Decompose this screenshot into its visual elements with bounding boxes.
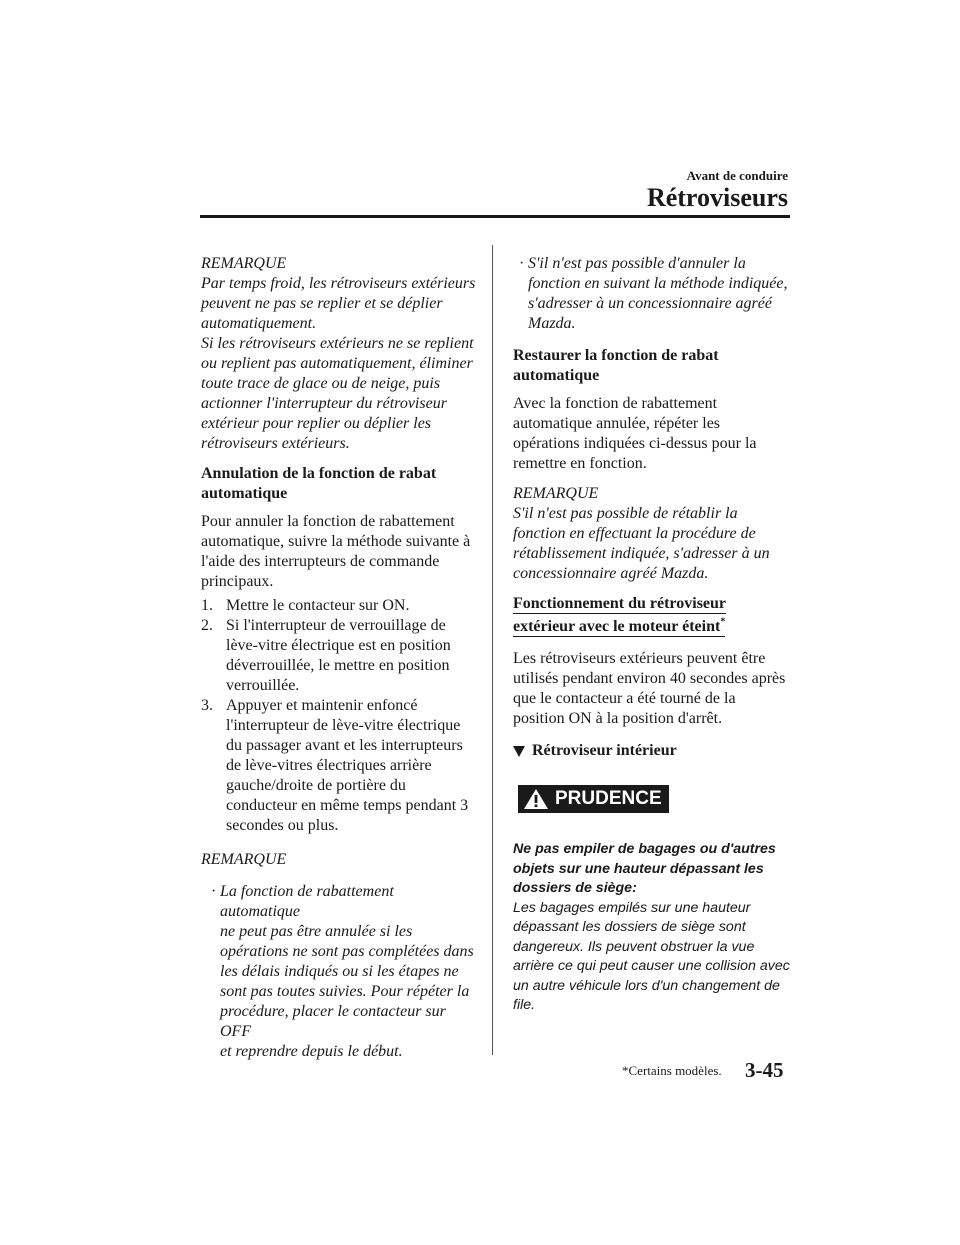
heading-line bbox=[513, 618, 725, 637]
steps-list bbox=[201, 596, 477, 836]
bullet-line: ne peut pas être annulée si les bbox=[220, 923, 413, 940]
heading-line: Restaurer la fonction de rabat bbox=[513, 347, 719, 364]
caution-label: PRUDENCE bbox=[555, 788, 662, 809]
note-line: S'il n'est pas possible de rétablir la bbox=[513, 505, 738, 522]
page-number: 3-45 bbox=[745, 1058, 784, 1082]
note-line: actionner l'interrupteur du rétroviseur bbox=[201, 395, 447, 412]
step-line: verrouillée. bbox=[226, 677, 300, 694]
note-line: peuvent ne pas se replier et se déplier bbox=[201, 295, 443, 312]
heading-restore-folding bbox=[513, 346, 793, 386]
step-line: secondes ou plus. bbox=[226, 817, 339, 834]
paragraph-restore bbox=[513, 394, 793, 474]
note-line: concessionnaire agréé Mazda. bbox=[513, 565, 709, 582]
note-line: rétablissement indiquée, s'adresser à un bbox=[513, 545, 770, 562]
footnote: *Certains modèles. bbox=[622, 1063, 722, 1078]
note-heading: REMARQUE bbox=[201, 851, 287, 868]
bullet-line: Mazda. bbox=[528, 315, 576, 332]
note-line: automatiquement. bbox=[201, 315, 317, 332]
bullet-line: La fonction de rabattement automatique bbox=[220, 883, 394, 920]
column-divider bbox=[492, 245, 493, 1055]
right-column bbox=[513, 254, 793, 1016]
note-bullet bbox=[519, 254, 793, 334]
bullet-line: s'adresser à un concessionnaire agréé bbox=[528, 295, 772, 312]
note-line: toute trace de glace ou de neige, puis bbox=[201, 375, 441, 392]
bullet-line: opérations ne sont pas complétées dans bbox=[220, 943, 474, 960]
bullet-dot: · bbox=[519, 255, 525, 272]
step-number: 2. bbox=[201, 617, 213, 634]
bullet-text bbox=[220, 882, 477, 1062]
paragraph-line: Pour annuler la fonction de rabattement bbox=[201, 513, 455, 530]
paragraph-engine-off bbox=[513, 649, 793, 729]
bullet-text bbox=[528, 254, 793, 334]
step-line: lève-vitre électrique est en position bbox=[226, 637, 451, 654]
caution-text bbox=[513, 840, 793, 1016]
left-column bbox=[201, 254, 477, 1062]
step-line: Si l'interrupteur de verrouillage de bbox=[226, 617, 446, 634]
step-line: gauche/droite de portière du bbox=[226, 777, 406, 794]
step-line: Mettre le contacteur sur ON. bbox=[226, 597, 410, 614]
note-line: extérieur pour replier ou déplier les bbox=[201, 415, 432, 432]
subheading-text: Rétroviseur intérieur bbox=[532, 742, 677, 759]
paragraph-line: opérations indiquées ci-dessus pour la bbox=[513, 435, 757, 452]
note-line: fonction en effectuant la procédure de bbox=[513, 525, 756, 542]
bullet-line: S'il n'est pas possible d'annuler la bbox=[528, 255, 746, 272]
step-text bbox=[226, 696, 477, 836]
note-restore bbox=[513, 484, 793, 584]
note-cold-weather bbox=[201, 254, 477, 454]
heading-line: automatique bbox=[513, 367, 600, 384]
caution-line: arrière ce qui peut causer une collision avec bbox=[513, 958, 790, 974]
note-heading: REMARQUE bbox=[201, 255, 287, 272]
step-text bbox=[226, 596, 477, 616]
step-number: 1. bbox=[201, 597, 213, 614]
step-line: conducteur en même temps pendant 3 bbox=[226, 797, 469, 814]
step-line: déverrouillée, le mettre en position bbox=[226, 657, 450, 674]
bullet-line: procédure, placer le contacteur sur OFF bbox=[220, 1003, 446, 1040]
subheading-interior-mirror bbox=[513, 741, 793, 761]
paragraph-line: que le contacteur a été tourné de la bbox=[513, 690, 736, 707]
step-line: du passager avant et les interrupteurs bbox=[226, 737, 463, 754]
note-heading: REMARQUE bbox=[513, 485, 599, 502]
section-label: Avant de conduire bbox=[686, 168, 788, 183]
step-text bbox=[226, 616, 477, 696]
heading-text: extérieur avec le moteur éteint bbox=[513, 618, 721, 635]
paragraph-line: utilisés pendant environ 40 secondes après bbox=[513, 670, 786, 687]
note-line: Si les rétroviseurs extérieurs ne se replient bbox=[201, 335, 474, 352]
heading-line: Annulation de la fonction de rabat bbox=[201, 465, 437, 482]
paragraph-cancel-intro bbox=[201, 512, 477, 592]
step-line: Appuyer et maintenir enfoncé bbox=[226, 697, 418, 714]
paragraph-line: remettre en fonction. bbox=[513, 455, 647, 472]
caution-bold-line: objets sur une hauteur dépassant les bbox=[513, 860, 764, 877]
heading-cancel-folding bbox=[201, 464, 477, 504]
bullet-line: les délais indiqués ou si les étapes ne bbox=[220, 963, 459, 980]
caution-bold-line: Ne pas empiler de bagages ou d'autres bbox=[513, 841, 776, 857]
bullet-dot: · bbox=[211, 883, 217, 900]
step-number: 3. bbox=[201, 697, 213, 714]
warning-icon bbox=[523, 788, 549, 810]
note-line: rétroviseurs extérieurs. bbox=[201, 435, 350, 452]
caution-line: Les bagages empilés sur une hauteur bbox=[513, 899, 751, 916]
paragraph-line: automatique, suivre la méthode suivante à bbox=[201, 533, 471, 550]
paragraph-line: principaux. bbox=[201, 573, 274, 590]
paragraph-line: position ON à la position d'arrêt. bbox=[513, 710, 723, 727]
step-item bbox=[201, 616, 477, 696]
step-item bbox=[201, 596, 477, 616]
caution-badge bbox=[518, 785, 669, 813]
note-bullet bbox=[211, 882, 477, 1062]
page-title: Rétroviseurs bbox=[646, 183, 788, 212]
heading-engine-off-operation bbox=[513, 594, 793, 637]
paragraph-line: automatique annulée, répéter les bbox=[513, 415, 721, 432]
note-line: ou replient pas automatiquement, éliminer bbox=[201, 355, 473, 372]
bullet-line: et reprendre depuis le début. bbox=[220, 1043, 403, 1060]
bullet-line: sont pas toutes suivies. Pour répéter la bbox=[220, 983, 470, 1000]
header-divider bbox=[200, 215, 790, 218]
heading-line: Fonctionnement du rétroviseur bbox=[513, 595, 727, 612]
caution-line: dépassant les dossiers de siège sont bbox=[513, 919, 746, 935]
heading-line: automatique bbox=[201, 485, 288, 502]
caution-line: un autre véhicule lors d'un changement de bbox=[513, 977, 780, 994]
caution-bold-line: dossiers de siège: bbox=[513, 880, 637, 896]
step-line: l'interrupteur de lève-vitre électrique bbox=[226, 717, 461, 734]
bullet-line: fonction en suivant la méthode indiquée, bbox=[528, 275, 788, 292]
note-line: Par temps froid, les rétroviseurs extérieurs bbox=[201, 275, 476, 292]
paragraph-line: l'aide des interrupteurs de commande bbox=[201, 553, 440, 570]
asterisk-mark: * bbox=[720, 616, 726, 628]
step-item bbox=[201, 696, 477, 836]
paragraph-line: Les rétroviseurs extérieurs peuvent être bbox=[513, 650, 766, 667]
triangle-down-icon bbox=[513, 746, 525, 757]
caution-line: dangereux. Ils peuvent obstruer la vue bbox=[513, 938, 755, 955]
step-line: de lève-vitres électriques arrière bbox=[226, 757, 432, 774]
paragraph-line: Avec la fonction de rabattement bbox=[513, 395, 718, 412]
caution-line: file. bbox=[513, 997, 536, 1013]
